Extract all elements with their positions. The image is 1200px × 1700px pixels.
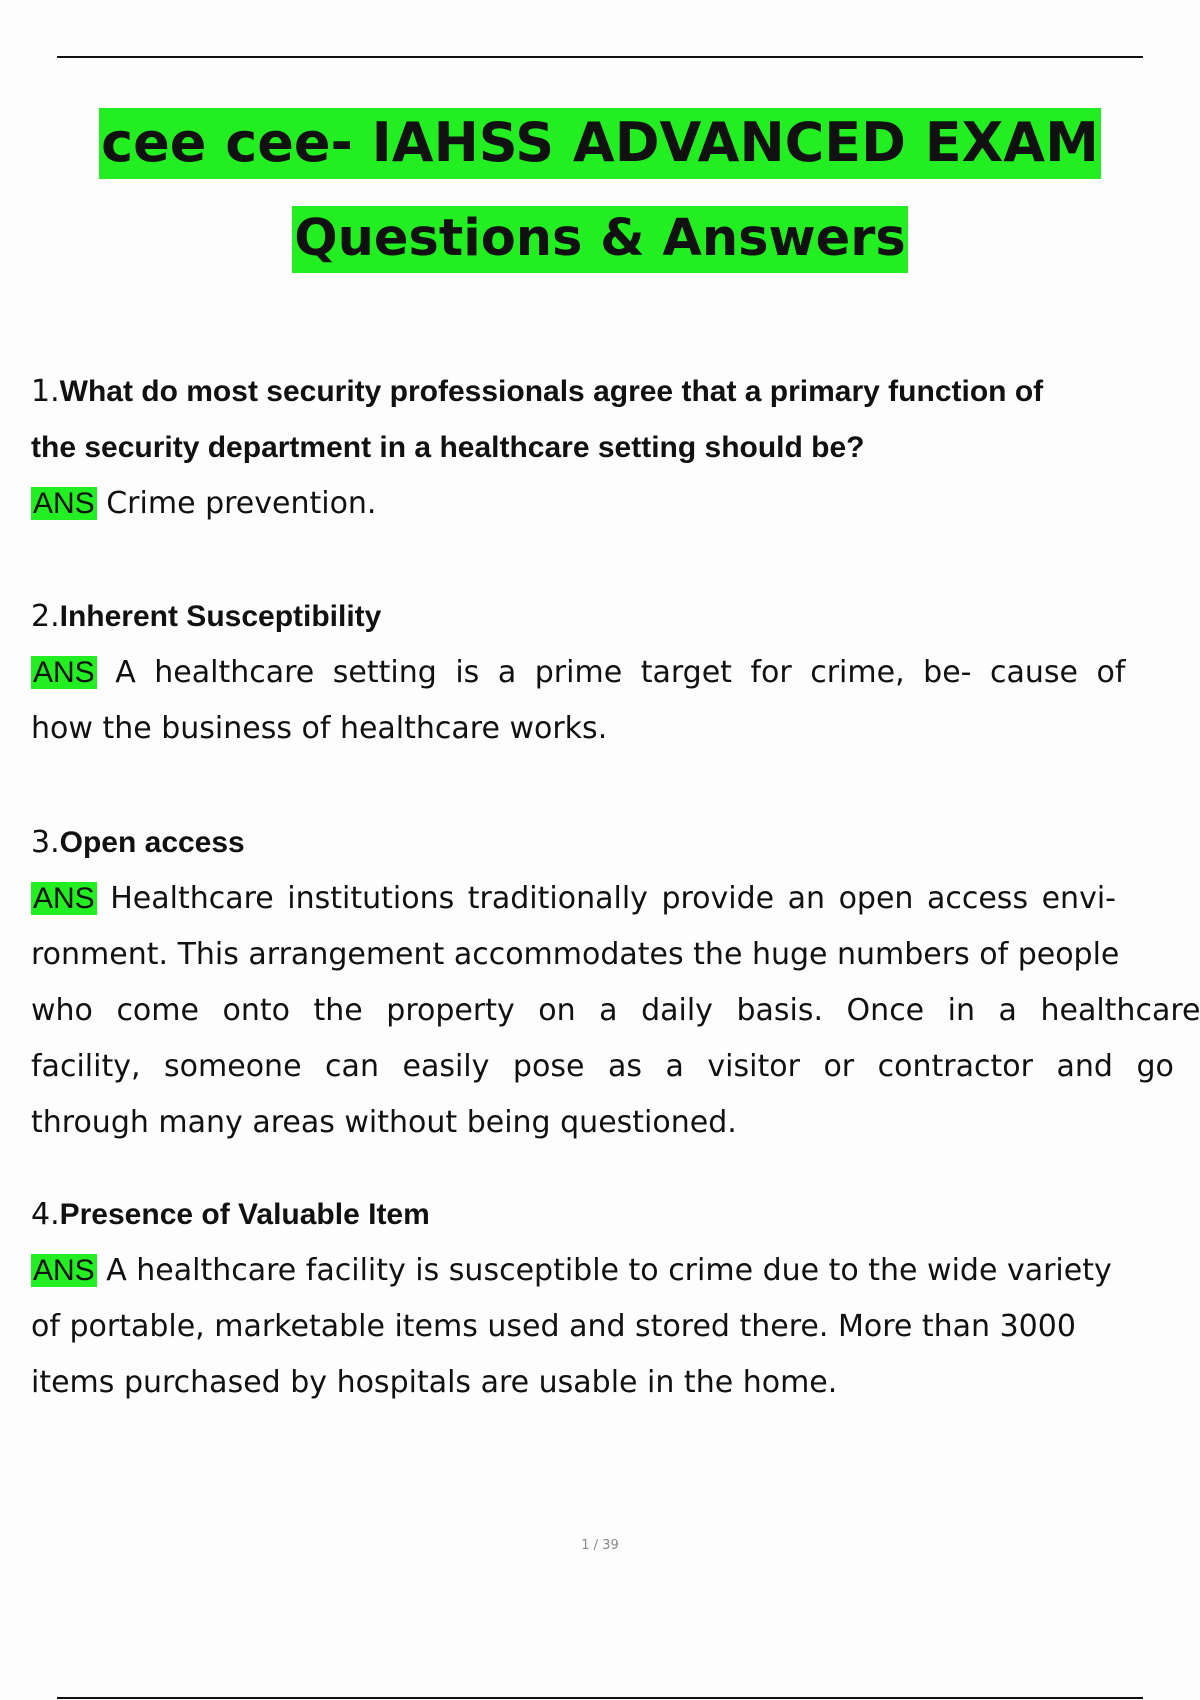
title-text-2: Questions & Answers	[292, 206, 908, 273]
ans-label: ANS	[33, 487, 95, 520]
question-text-line: the security department in a healthcare setting should be?	[31, 431, 865, 464]
answer-text-line: facility, someone can easily pose as a visitor or contractor and go	[31, 1049, 1174, 1084]
question-text-line: Presence of Valuable Item	[59, 1198, 430, 1231]
question-4	[31, 1187, 1171, 1243]
answer-text-line: items purchased by hospitals are usable in the home.	[31, 1365, 838, 1400]
answer-3-cont	[31, 927, 1200, 983]
answer-text-line: of portable, marketable items used and stored there. More than 3000	[31, 1309, 1076, 1344]
ans-label: ANS	[33, 656, 95, 689]
answer-4	[31, 1243, 1171, 1299]
answer-text-line: A healthcare facility is susceptible to crime due to the wide variety	[106, 1253, 1112, 1288]
answer-text-line: ronment. This arrangement accommodates the huge numbers of people	[31, 937, 1120, 972]
qa-item-3	[31, 815, 1200, 1151]
answer-3-cont	[31, 983, 1200, 1039]
ans-label: ANS	[33, 1254, 95, 1287]
question-number: 4.	[31, 1197, 60, 1232]
question-1-cont	[31, 420, 1171, 476]
answer-3-cont	[31, 1039, 1200, 1095]
qa-item-2	[31, 589, 1171, 757]
qa-item-1	[31, 364, 1171, 532]
answer-text-line: A healthcare setting is a prime target for crime, be- cause of	[115, 655, 1126, 690]
title-text-1: cee cee- IAHSS ADVANCED EXAM	[99, 108, 1101, 179]
answer-4-cont	[31, 1299, 1171, 1355]
title-line-2	[0, 209, 1200, 268]
bottom-rule	[57, 1697, 1143, 1699]
question-3	[31, 815, 1200, 871]
answer-3	[31, 871, 1200, 927]
answer-2-cont	[31, 701, 1171, 757]
question-number: 3.	[31, 825, 60, 860]
qa-item-4	[31, 1197, 1171, 1411]
answer-3-cont	[31, 1095, 1200, 1151]
answer-text-line: through many areas without being questioned.	[31, 1105, 737, 1140]
question-1	[31, 364, 1171, 420]
question-number: 1.	[31, 374, 60, 409]
answer-4-cont	[31, 1355, 1171, 1411]
question-2	[31, 589, 1171, 645]
question-text-line: Inherent Susceptibility	[59, 600, 382, 633]
answer-text-line: how the business of healthcare works.	[31, 711, 608, 746]
question-text-line: What do most security professionals agree that a primary function of	[59, 375, 1044, 408]
answer-2	[31, 645, 1171, 701]
top-rule	[57, 56, 1143, 58]
answer-1	[31, 476, 1171, 532]
answer-text-line: Crime prevention.	[106, 486, 377, 521]
ans-label: ANS	[33, 882, 95, 915]
question-text-line: Open access	[59, 826, 245, 859]
question-number: 2.	[31, 599, 60, 634]
page-indicator: 1 / 39	[581, 1538, 619, 1553]
answer-text-line: who come onto the property on a daily basis. Once in a healthcare	[31, 993, 1200, 1028]
title-line-1	[0, 111, 1200, 174]
answer-text-line: Healthcare institutions traditionally provide an open access envi-	[110, 881, 1116, 916]
